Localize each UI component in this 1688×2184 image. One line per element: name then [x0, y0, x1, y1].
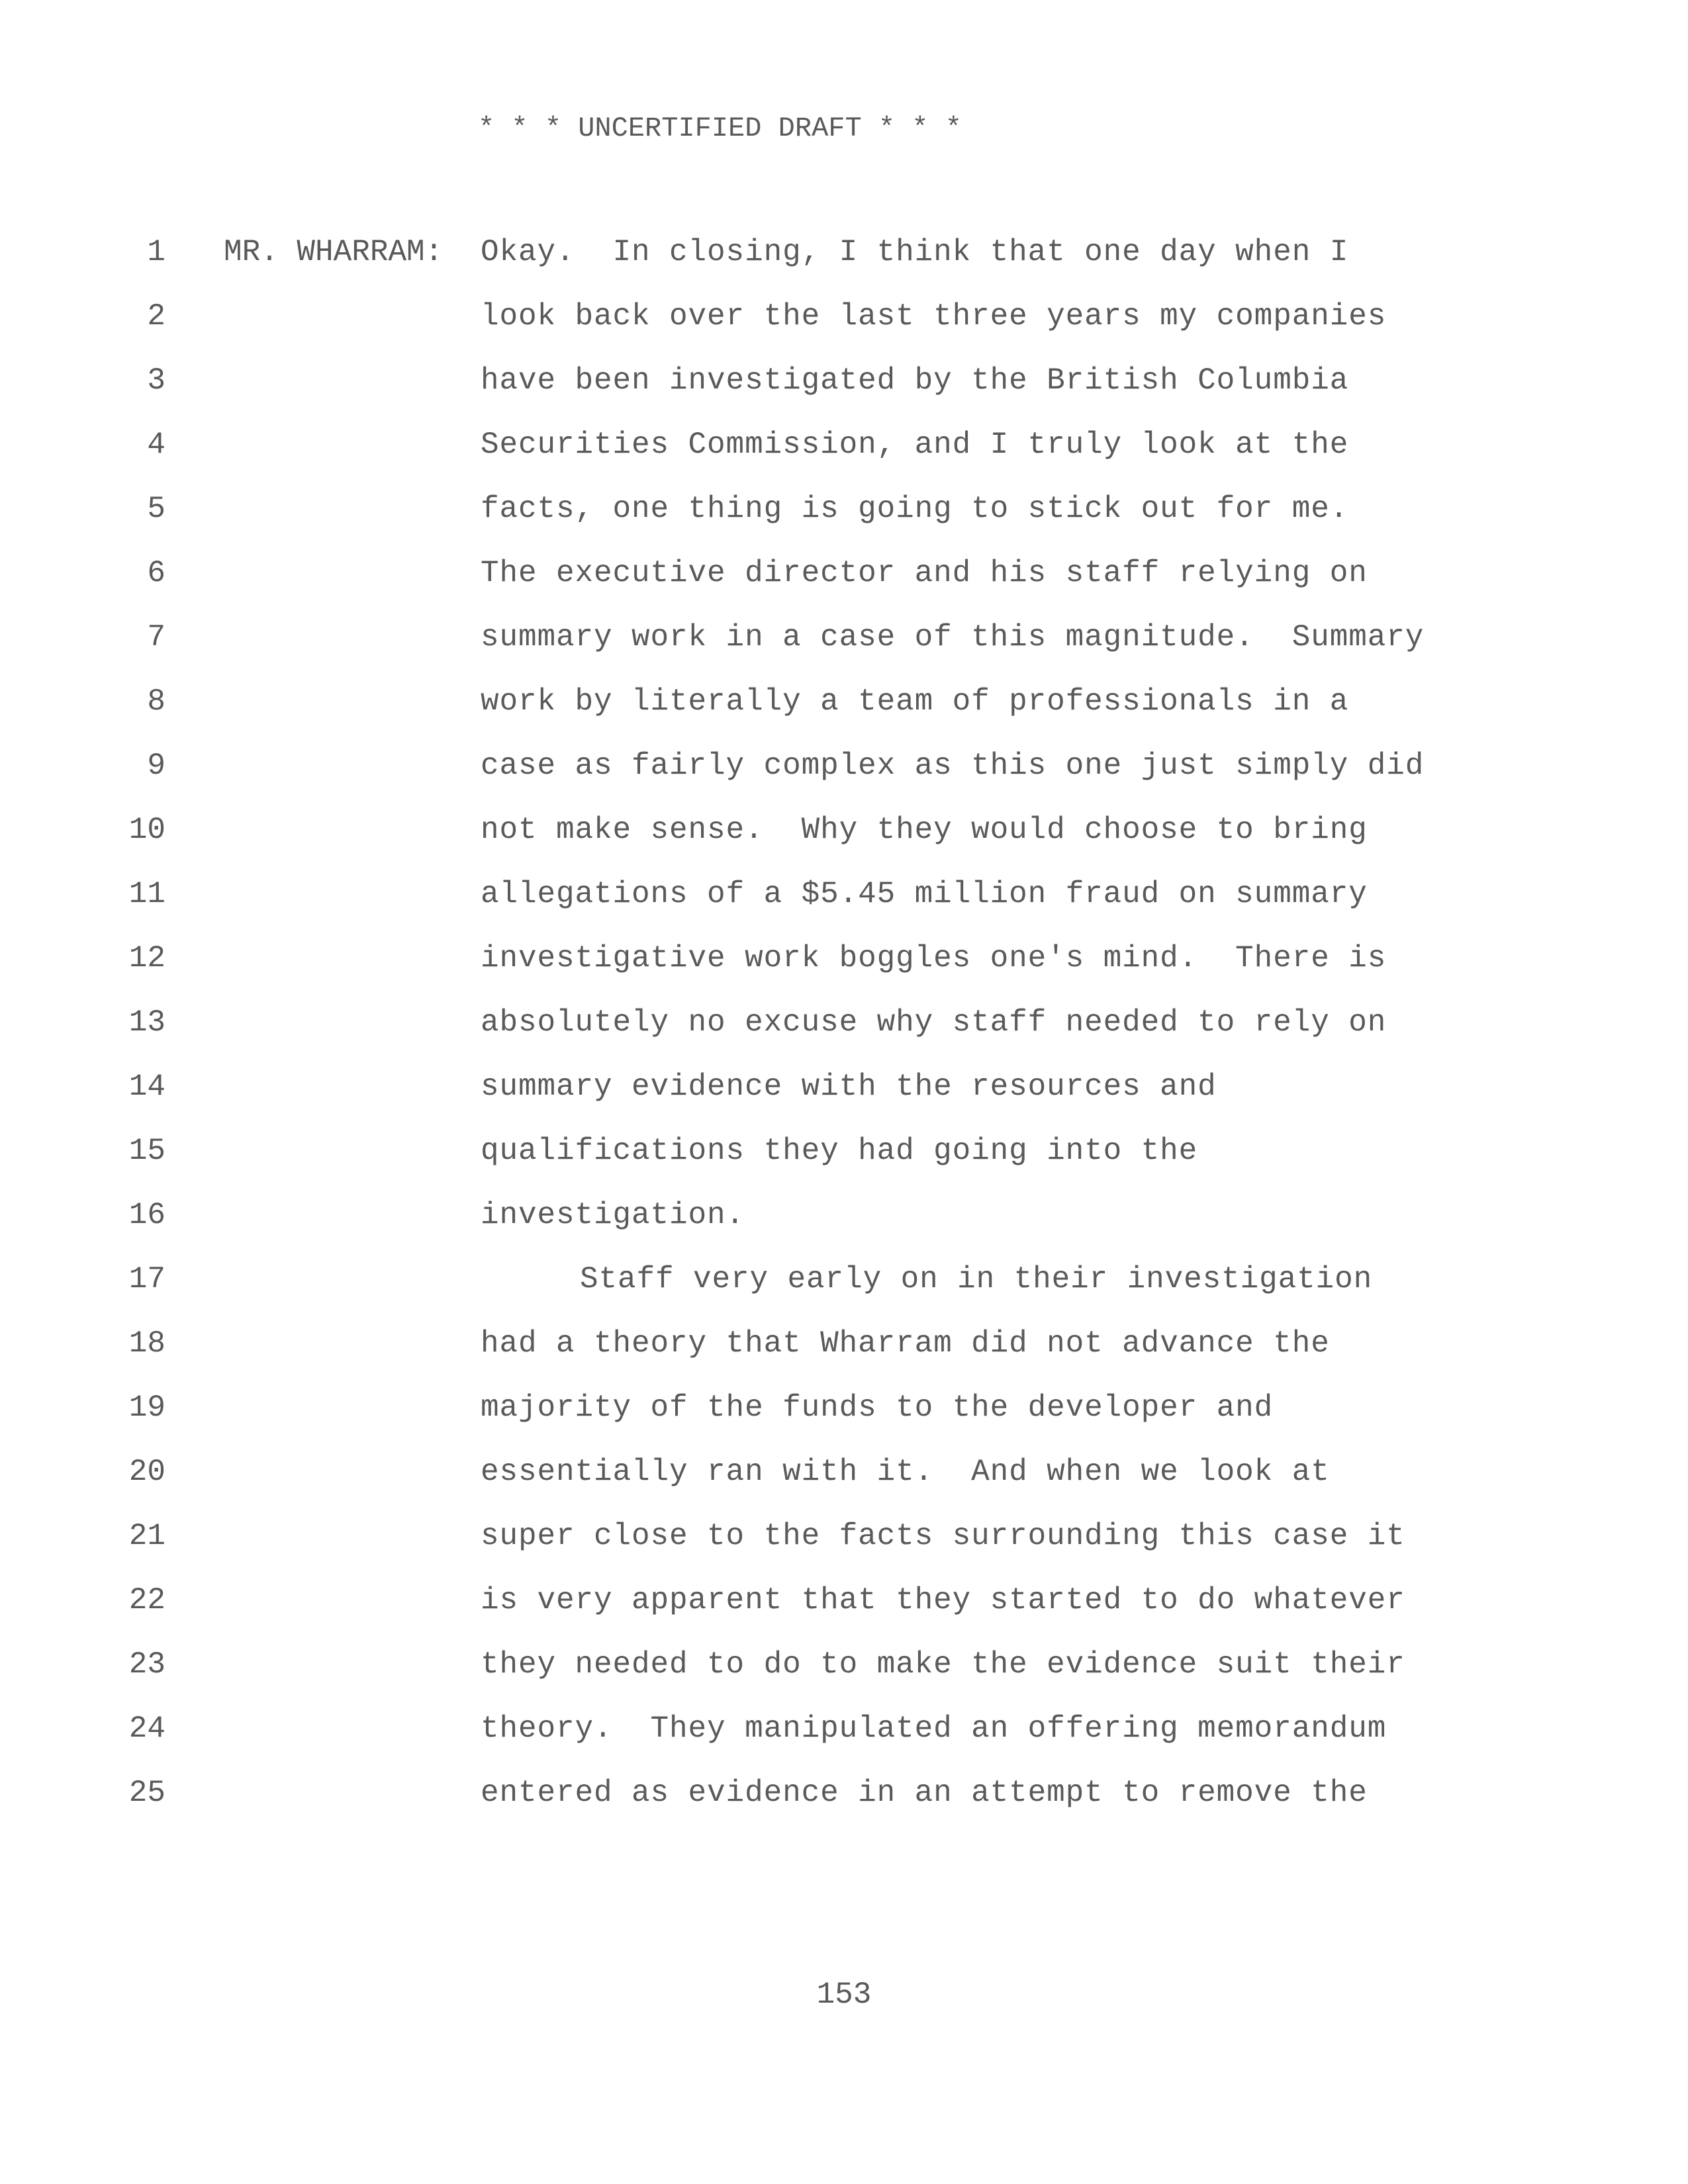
line-text: not make sense. Why they would choose to bring: [481, 813, 1368, 847]
line-number: 25: [128, 1776, 165, 1810]
line-text: facts, one thing is going to stick out for me.: [481, 492, 1349, 526]
line-number: 1: [147, 235, 165, 269]
line-text: super close to the facts surrounding this case it: [481, 1519, 1405, 1553]
line-number: 12: [128, 941, 165, 976]
line-number: 19: [128, 1390, 165, 1425]
line-number: 5: [147, 492, 165, 526]
line-text: investigative work boggles one's mind. There is: [481, 941, 1387, 976]
line-text: The executive director and his staff relying on: [481, 556, 1368, 590]
line-number: 18: [128, 1326, 165, 1361]
line-number: 14: [128, 1069, 165, 1104]
line-number: 23: [128, 1647, 165, 1682]
line-number: 21: [128, 1519, 165, 1553]
line-number: 4: [147, 428, 165, 462]
line-number: 11: [128, 877, 165, 911]
line-number: 3: [147, 363, 165, 398]
line-text: theory. They manipulated an offering memorandum: [481, 1711, 1387, 1746]
line-text: investigation.: [481, 1198, 745, 1232]
line-text: look back over the last three years my companies: [481, 299, 1387, 334]
line-text: absolutely no excuse why staff needed to rely on: [481, 1005, 1387, 1040]
line-number: 20: [128, 1455, 165, 1489]
line-text: majority of the funds to the developer and: [481, 1390, 1274, 1425]
line-text: they needed to do to make the evidence suit their: [481, 1647, 1405, 1682]
line-text: qualifications they had going into the: [481, 1134, 1198, 1168]
line-text: work by literally a team of professionals in a: [481, 684, 1349, 719]
line-text: had a theory that Wharram did not advance the: [481, 1326, 1330, 1361]
line-number: 9: [147, 749, 165, 783]
page-number: 153: [816, 1978, 872, 2012]
line-text: essentially ran with it. And when we look at: [481, 1455, 1330, 1489]
speaker-label: MR. WHARRAM:: [224, 235, 444, 269]
line-number: 10: [128, 813, 165, 847]
line-text: Okay. In closing, I think that one day when I: [481, 235, 1349, 269]
line-number: 8: [147, 684, 165, 719]
line-text: summary work in a case of this magnitude. Summary: [481, 620, 1425, 655]
line-text: case as fairly complex as this one just simply did: [481, 749, 1425, 783]
line-number: 24: [128, 1711, 165, 1746]
line-text: summary evidence with the resources and: [481, 1069, 1217, 1104]
line-text: entered as evidence in an attempt to remove the: [481, 1776, 1368, 1810]
line-text: Securities Commission, and I truly look at the: [481, 428, 1349, 462]
line-number: 2: [147, 299, 165, 334]
line-number: 15: [128, 1134, 165, 1168]
line-number: 13: [128, 1005, 165, 1040]
line-number: 6: [147, 556, 165, 590]
line-text: is very apparent that they started to do whatever: [481, 1583, 1405, 1617]
line-number: 16: [128, 1198, 165, 1232]
line-text: Staff very early on in their investigation: [580, 1262, 1373, 1297]
line-number: 22: [128, 1583, 165, 1617]
line-number: 17: [128, 1262, 165, 1297]
draft-header: * * * UNCERTIFIED DRAFT * * *: [478, 113, 962, 144]
line-text: allegations of a $5.45 million fraud on summary: [481, 877, 1368, 911]
line-text: have been investigated by the British Columbia: [481, 363, 1349, 398]
line-number: 7: [147, 620, 165, 655]
